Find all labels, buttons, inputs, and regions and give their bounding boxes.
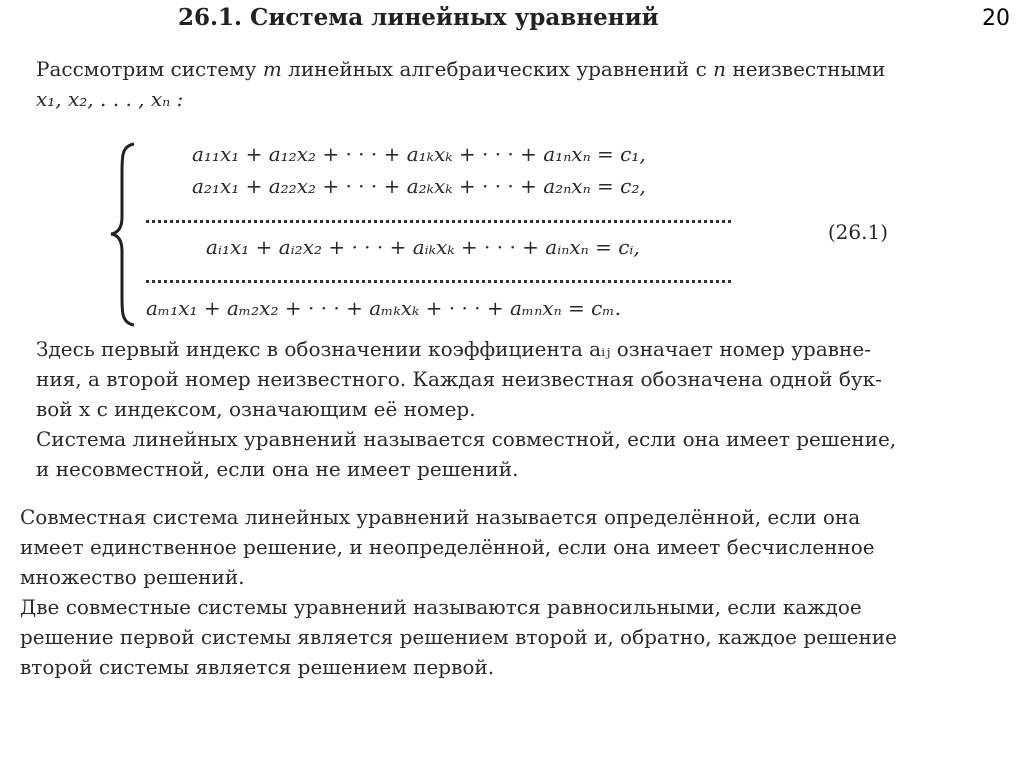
dotted-separator-1 xyxy=(146,220,731,225)
definitions-line-4: Две совместные системы уравнений называются равносильными, если каждое xyxy=(20,595,862,619)
explanation-line-4: Система линейных уравнений называется совместной, если она имеет решение, xyxy=(36,427,897,451)
explanation-line-5: и несовместной, если она не имеет решений. xyxy=(36,457,519,481)
definitions-line-1: Совместная система линейных уравнений называется определённой, если она xyxy=(20,505,861,529)
intro-line-1: Рассмотрим систему m линейных алгебраических уравнений с n неизвестными xyxy=(36,57,886,81)
section-title: 26.1. Система линейных уравнений xyxy=(178,4,659,31)
definitions-line-6: второй системы является решением первой. xyxy=(20,655,495,679)
equation-row-i: aᵢ₁x₁ + aᵢ₂x₂ + · · · + aᵢₖxₖ + · · · + aᵢₙxₙ = cᵢ, xyxy=(206,235,640,259)
explanation-line-1: Здесь первый индекс в обозначении коэффициента aᵢⱼ означает номер уравне- xyxy=(36,337,871,361)
definitions-paragraph xyxy=(20,502,990,682)
equation-row-2: a₂₁x₁ + a₂₂x₂ + · · · + a₂ₖxₖ + · · · + a₂ₙxₙ = c₂, xyxy=(192,174,646,198)
intro-paragraph xyxy=(36,54,996,114)
dotted-separator-2 xyxy=(146,280,731,285)
explanation-paragraph xyxy=(36,334,996,484)
equation-system xyxy=(108,142,888,327)
explanation-line-2: ния, а второй номер неизвестного. Каждая неизвестная обозначена одной бук- xyxy=(36,367,882,391)
equation-row-m: aₘ₁x₁ + aₘ₂x₂ + · · · + aₘₖxₖ + · · · + aₘₙxₙ = cₘ. xyxy=(146,296,621,320)
definitions-line-5: решение первой системы является решением второй и, обратно, каждое решение xyxy=(20,625,897,649)
equation-row-1: a₁₁x₁ + a₁₂x₂ + · · · + a₁ₖxₖ + · · · + a₁ₙxₙ = c₁, xyxy=(192,142,646,166)
definitions-line-2: имеет единственное решение, и неопределённой, если она имеет бесчисленное xyxy=(20,535,875,559)
left-brace-icon xyxy=(108,142,138,327)
explanation-line-3: вой x с индексом, означающим её номер. xyxy=(36,397,476,421)
slide-number: 20 xyxy=(982,6,1010,31)
definitions-line-3: множество решений. xyxy=(20,565,245,589)
equation-number: (26.1) xyxy=(827,220,888,244)
intro-line-2: x₁, x₂, . . . , xₙ : xyxy=(36,87,184,111)
